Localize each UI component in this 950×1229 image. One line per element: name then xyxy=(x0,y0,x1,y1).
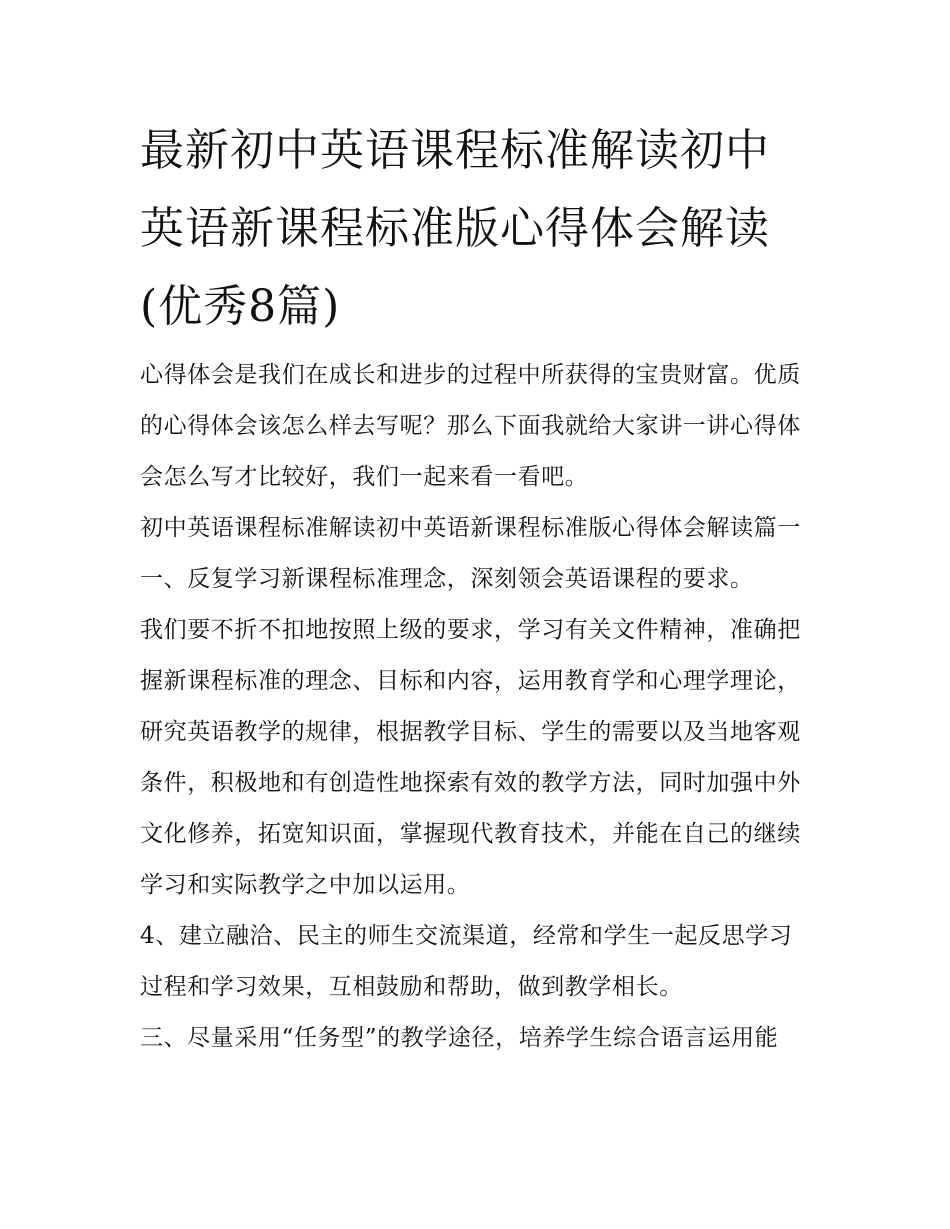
paragraph-study-requirements: 我们要不折不扣地按照上级的要求，学习有关文件精神，准确把握新课程标准的理念、目标和内容，运用教育学和心理学理论，研究英语教学的规律，根据教学目标、学生的需要以及当地客观条件，积极地和有创造性地探索有效的教学方法，同时加强中外文化修养，拓宽知识面，掌握现代教育技术，并能在自己的继续学习和实际教学之中加以运用。 xyxy=(140,617,801,898)
title-block xyxy=(140,112,812,346)
paragraph-intro: 心得体会是我们在成长和进步的过程中所获得的宝贵财富。优质的心得体会该怎么样去写呢？那么下面我就给大家讲一讲心得体会怎么写才比较好，我们一起来看一看吧。 xyxy=(140,362,801,490)
paragraph-section-three: 三、尽量采用“任务型”的教学途径，培养学生综合语言运用能 xyxy=(140,1025,779,1051)
paragraph-point-four: 4、建立融洽、民主的师生交流渠道，经常和学生一起反思学习过程和学习效果，互相鼓励和帮助，做到教学相长。 xyxy=(140,923,793,1000)
document-body xyxy=(140,112,812,1064)
paragraph-section-one-heading: 初中英语课程标准解读初中英语新课程标准版心得体会解读篇一 一、反复学习新课程标准理念，深刻领会英语课程的要求。 xyxy=(140,515,801,592)
document-title: 最新初中英语课程标准解读初中英语新课程标准版心得体会解读(优秀8篇) xyxy=(140,125,770,332)
